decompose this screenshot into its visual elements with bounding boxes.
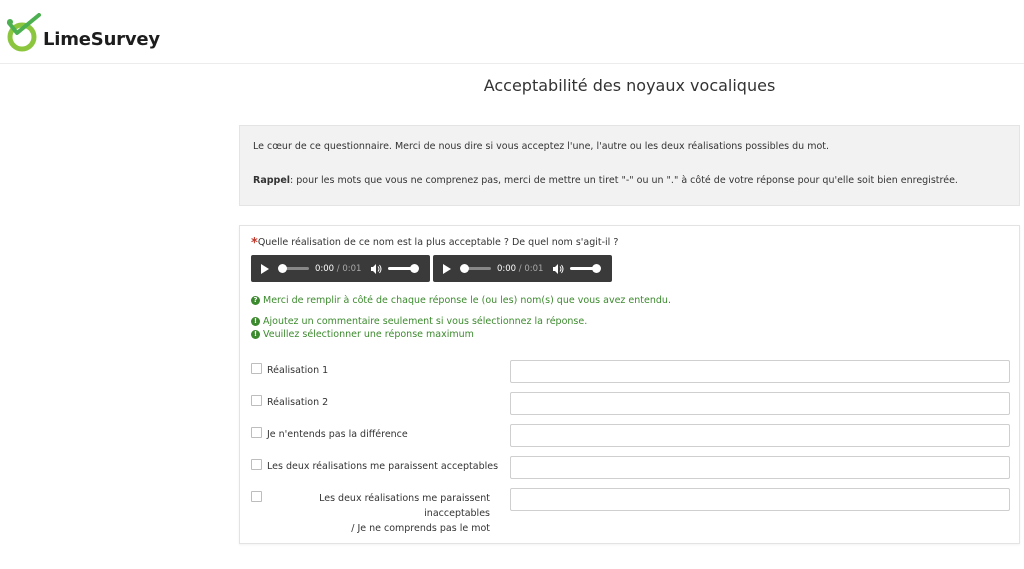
option-checkbox[interactable] [251, 427, 262, 438]
question-mark-icon: ? [251, 296, 260, 305]
option-checkbox[interactable] [251, 491, 262, 502]
option-label[interactable]: Réalisation 2 [267, 397, 329, 408]
option-label[interactable]: Réalisation 1 [267, 365, 329, 376]
comment-tip: ! Ajoutez un commentaire seulement si vous sélectionnez la réponse. [251, 316, 587, 327]
play-icon[interactable] [261, 264, 269, 274]
exclamation-icon: ! [251, 330, 260, 339]
comment-input[interactable] [510, 424, 1010, 447]
time-display: 0:00 / 0:01 [315, 263, 362, 274]
max-answers-tip: ! Veuillez sélectionner une réponse maximum [251, 329, 474, 340]
option-checkbox[interactable] [251, 395, 262, 406]
comment-input[interactable] [510, 392, 1010, 415]
description-line-1: Le cœur de ce questionnaire. Merci de nous dire si vous acceptez l'une, l'autre ou les deux réalisations possibles du mot. [253, 141, 830, 152]
volume-icon[interactable] [552, 263, 564, 275]
audio-player-2[interactable] [433, 255, 612, 282]
comment-input[interactable] [510, 488, 1010, 511]
top-bar [0, 0, 1024, 64]
audio-player-1[interactable] [251, 255, 430, 282]
question-help-tip: ? Merci de remplir à côté de chaque réponse le (ou les) nom(s) que vous avez entendu. [251, 295, 671, 306]
option-label[interactable]: Je n'entends pas la différence [267, 429, 408, 440]
group-description [239, 125, 1020, 206]
lime-logo-icon [5, 13, 41, 53]
description-line-2 [253, 174, 1006, 188]
option-checkbox[interactable] [251, 459, 262, 470]
time-display: 0:00 / 0:01 [497, 263, 544, 274]
progress-slider[interactable] [463, 267, 491, 270]
volume-icon[interactable] [370, 263, 382, 275]
comment-input[interactable] [510, 360, 1010, 383]
mandatory-marker: * [251, 236, 258, 251]
limesurvey-logo[interactable] [5, 13, 160, 53]
exclamation-icon: ! [251, 317, 260, 326]
volume-slider[interactable] [570, 267, 598, 270]
play-icon[interactable] [443, 264, 451, 274]
progress-slider[interactable] [281, 267, 309, 270]
reminder-label: Rappel [253, 175, 291, 186]
volume-slider[interactable] [388, 267, 416, 270]
option-checkbox[interactable] [251, 363, 262, 374]
survey-title: Acceptabilité des noyaux vocaliques [483, 76, 776, 95]
question-label: Quelle réalisation de ce nom est la plus acceptable ? De quel nom s'agit-il ? [257, 237, 619, 248]
logo-text: LimeSurvey [43, 28, 160, 50]
question-text [251, 236, 618, 251]
comment-input[interactable] [510, 456, 1010, 479]
option-label[interactable]: Les deux réalisations me paraissent inacceptables / Je ne comprends pas le mot [319, 493, 490, 534]
reminder-text: : pour les mots que vous ne comprenez pas, merci de mettre un tiret "-" ou un "." à côté de votre réponse pour qu'elle soit bien enregistrée. [290, 175, 958, 186]
question-container [239, 225, 1020, 544]
option-label[interactable]: Les deux réalisations me paraissent acceptables [267, 461, 499, 472]
